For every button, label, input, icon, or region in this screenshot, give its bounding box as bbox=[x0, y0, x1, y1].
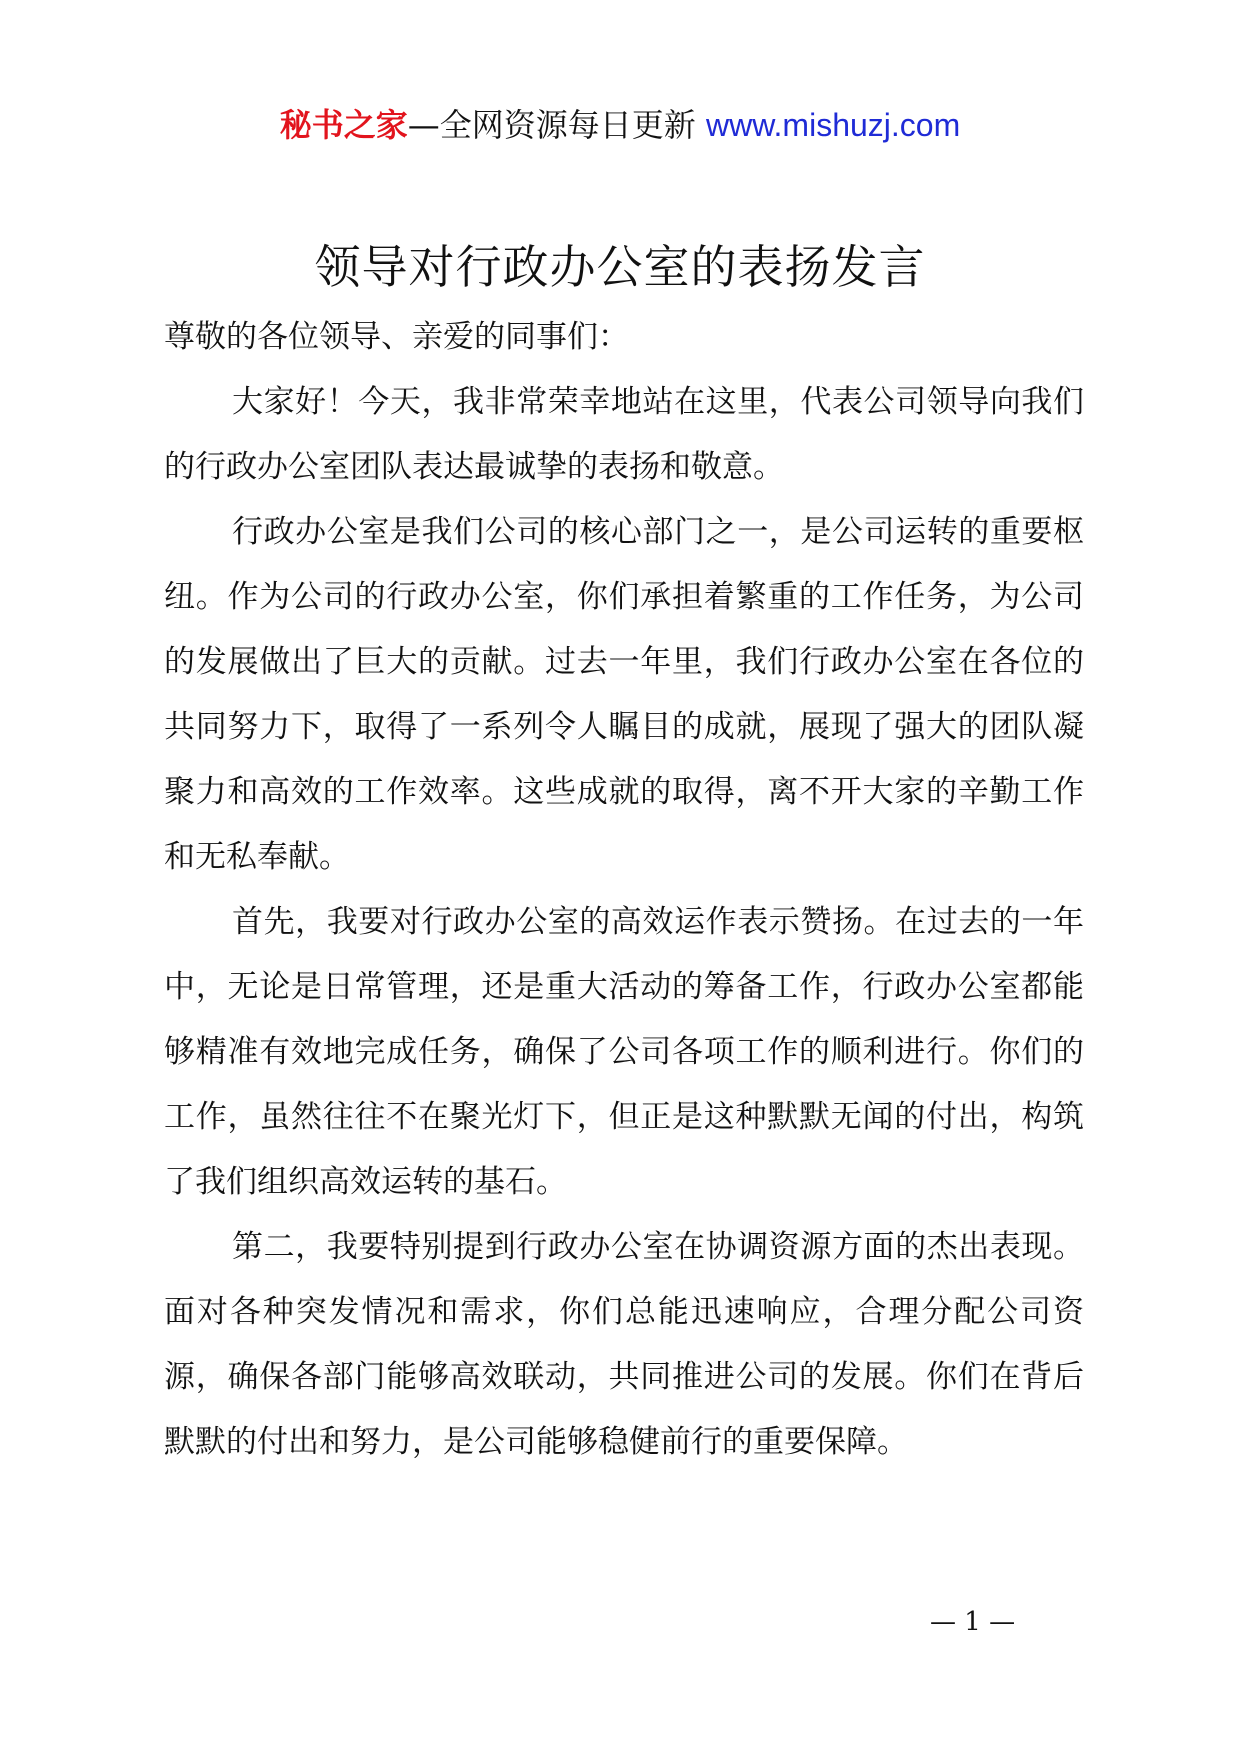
brand-name: 秘书之家 bbox=[279, 106, 408, 144]
header-tagline: —全网资源每日更新 bbox=[407, 106, 696, 144]
paragraph: 行政办公室是我们公司的核心部门之一，是公司运转的重要枢纽。作为公司的行政办公室，你们承担着繁重的工作任务，为公司的发展做出了巨大的贡献。过去一年里，我们行政办公室在各位的共同努力下，取得了一系列令人瞩目的成就，展现了强大的团队凝聚力和高效的工作效率。这些成就的取得，离不开大家的辛勤工作和无私奉献。 bbox=[164, 514, 1084, 875]
paragraph: 大家好！今天，我非常荣幸地站在这里，代表公司领导向我们的行政办公室团队表达最诚挚的表扬和敬意。 bbox=[164, 384, 1084, 485]
paragraph: 第二，我要特别提到行政办公室在协调资源方面的杰出表现。面对各种突发情况和需求，你们总能迅速响应，合理分配公司资源，确保各部门能够高效联动，共同推进公司的发展。你们在背后默默的付出和努力，是公司能够稳健前行的重要保障。 bbox=[164, 1229, 1084, 1460]
document-title: 领导对行政办公室的表扬发言 bbox=[314, 240, 926, 294]
paragraph: 首先，我要对行政办公室的高效运作表示赞扬。在过去的一年中，无论是日常管理，还是重大活动的筹备工作，行政办公室都能够精准有效地完成任务，确保了公司各项工作的顺利进行。你们的工作，虽然往往不在聚光灯下，但正是这种默默无闻的付出，构筑了我们组织高效运转的基石。 bbox=[164, 904, 1084, 1200]
page-number: — 1 — bbox=[930, 1607, 1016, 1637]
salutation: 尊敬的各位领导、亲爱的同事们： bbox=[164, 319, 629, 355]
site-header bbox=[0, 100, 1240, 150]
site-url-link[interactable]: www.mishuzj.com bbox=[705, 107, 961, 143]
document-body bbox=[164, 305, 1084, 1475]
